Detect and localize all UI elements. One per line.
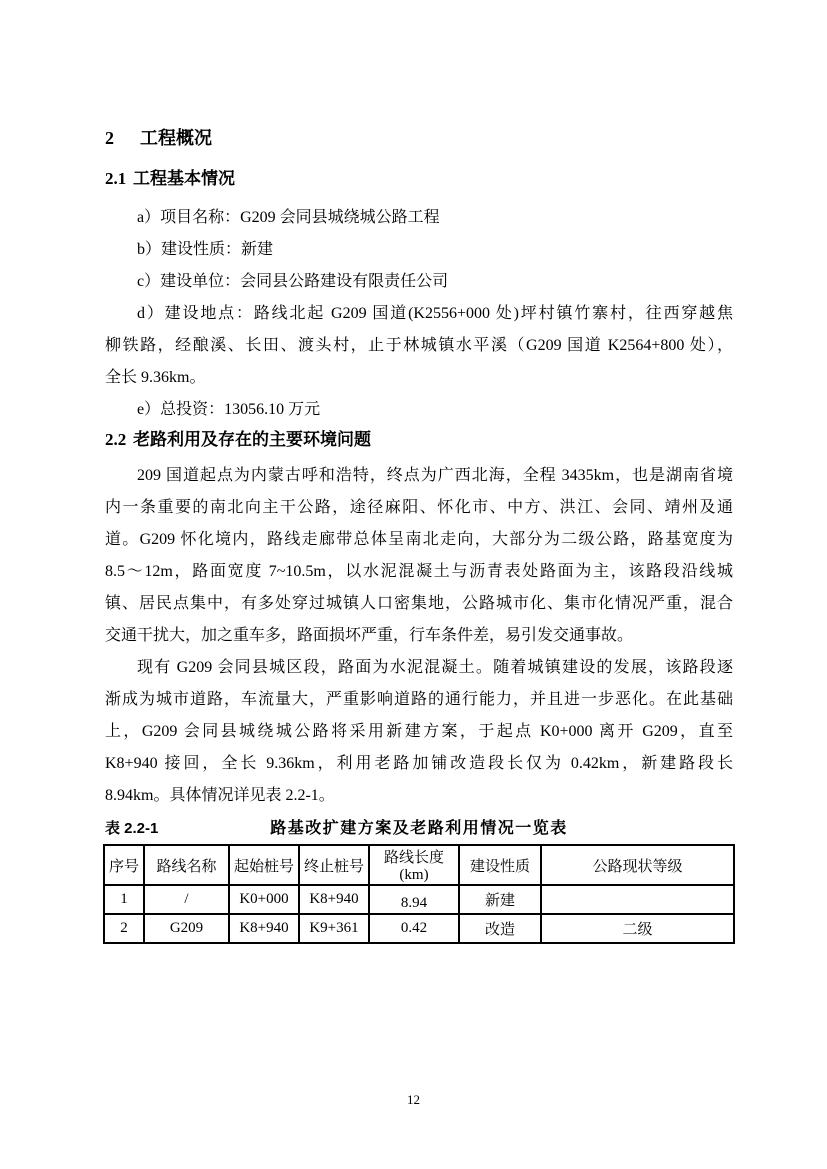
table-cell: K8+940 <box>299 885 369 914</box>
table-caption <box>105 816 733 841</box>
section-2-title: 工程概况 <box>140 128 212 148</box>
list-item-d-line: d）建设地点：路线北起 G209 国道(K2556+000 处)坪村镇竹寨村，往西穿越焦 <box>137 305 733 322</box>
table-header-cell: 路线长度(km) <box>369 845 459 885</box>
table-cell <box>541 885 734 914</box>
paragraph-1-line: 道。G209 怀化境内，路线走廊带总体呈南北走向，大部分为二级公路，路基宽度为 <box>105 531 733 548</box>
table-header-cell: 终止桩号 <box>299 845 369 885</box>
list-item-a: a）项目名称：G209 会同县城绕城公路工程 <box>137 209 440 226</box>
list-item-d-line: 柳铁路，经酿溪、长田、渡头村，止于林城镇水平溪（G209 国道 K2564+800 处）， <box>105 337 733 354</box>
section-2-number: 2 <box>105 128 114 148</box>
paragraph-2-line: K8+940 接回，全长 9.36km，利用老路加铺改造段长仅为 0.42km，新建路段长 <box>105 755 733 772</box>
paragraph-1-line: 镇、居民点集中，有多处穿过城镇人口密集地，公路城市化、集市化情况严重，混合 <box>105 595 733 612</box>
table-row <box>104 914 734 943</box>
section-2-2-number: 2.2 <box>105 430 127 449</box>
section-2-2-heading <box>105 430 733 450</box>
paragraph-2-line: 上，G209 会同县城绕城公路将采用新建方案，于起点 K0+000 离开 G209，直至 <box>105 723 733 740</box>
table-header-row <box>104 845 734 885</box>
table-cell: 改造 <box>459 914 541 943</box>
table-cell: K0+000 <box>229 885 299 914</box>
paragraph-1-line: 209 国道起点为内蒙古呼和浩特，终点为广西北海，全程 3435km，也是湖南省境 <box>137 467 733 484</box>
table-caption-title: 路基改扩建方案及老路利用情况一览表 <box>270 820 568 837</box>
list-item-d-line: 全长 9.36km。 <box>105 369 206 386</box>
table-header-cell: 路线名称 <box>144 845 229 885</box>
paragraph-2 <box>105 652 733 812</box>
table-cell: K9+361 <box>299 914 369 943</box>
table-cell: 2 <box>104 914 144 943</box>
table-header-cell: 起始桩号 <box>229 845 299 885</box>
table-cell: 二级 <box>541 914 734 943</box>
paragraph-1-line: 8.5～12m，路面宽度 7~10.5m，以水泥混凝土与沥青表处路面为主，该路段沿线城 <box>105 563 733 580</box>
section-2-1-number: 2.1 <box>105 169 127 188</box>
section-2-1-heading <box>105 169 733 189</box>
paragraph-2-line: 8.94km。具体情况详见表 2.2-1。 <box>105 787 335 804</box>
table-cell: K8+940 <box>229 914 299 943</box>
table-caption-label: 表 2.2-1 <box>105 820 159 837</box>
section-2-heading <box>105 128 733 148</box>
table-cell: G209 <box>144 914 229 943</box>
table-cell: 1 <box>104 885 144 914</box>
paragraph-2-line: 现有 G209 会同县城区段，路面为水泥混凝土。随着城镇建设的发展，该路段逐 <box>137 659 733 676</box>
section-2-1-title: 工程基本情况 <box>133 169 235 188</box>
paragraph-1-line: 交通干扰大，加之重车多，路面损坏严重，行车条件差，易引发交通事故。 <box>105 627 634 644</box>
table-row <box>104 885 734 914</box>
page-content <box>105 128 733 944</box>
table-cell: 新建 <box>459 885 541 914</box>
table-cell: / <box>144 885 229 914</box>
page-number: 12 <box>407 1092 420 1107</box>
table-cell: 0.42 <box>369 914 459 943</box>
table-header-cell: 公路现状等级 <box>541 845 734 885</box>
table-header-cell: 序号 <box>104 845 144 885</box>
paragraph-1 <box>105 460 733 652</box>
section-2-2-title: 老路利用及存在的主要环境问题 <box>133 430 371 449</box>
paragraph-2-line: 渐成为城市道路，车流量大，严重影响道路的通行能力，并且进一步恶化。在此基础 <box>105 691 733 708</box>
road-rebuild-table <box>103 844 735 944</box>
paragraph-1-line: 内一条重要的南北向主干公路，途径麻阳、怀化市、中方、洪江、会同、靖州及通 <box>105 499 733 516</box>
list-item-d <box>105 298 733 394</box>
table-header-cell: 建设性质 <box>459 845 541 885</box>
list-item-c: c）建设单位：会同县公路建设有限责任公司 <box>137 273 449 290</box>
list-item-e: e）总投资：13056.10 万元 <box>137 401 321 418</box>
list-item-b: b）建设性质：新建 <box>137 241 274 258</box>
table-cell: 8.94 <box>369 885 459 914</box>
